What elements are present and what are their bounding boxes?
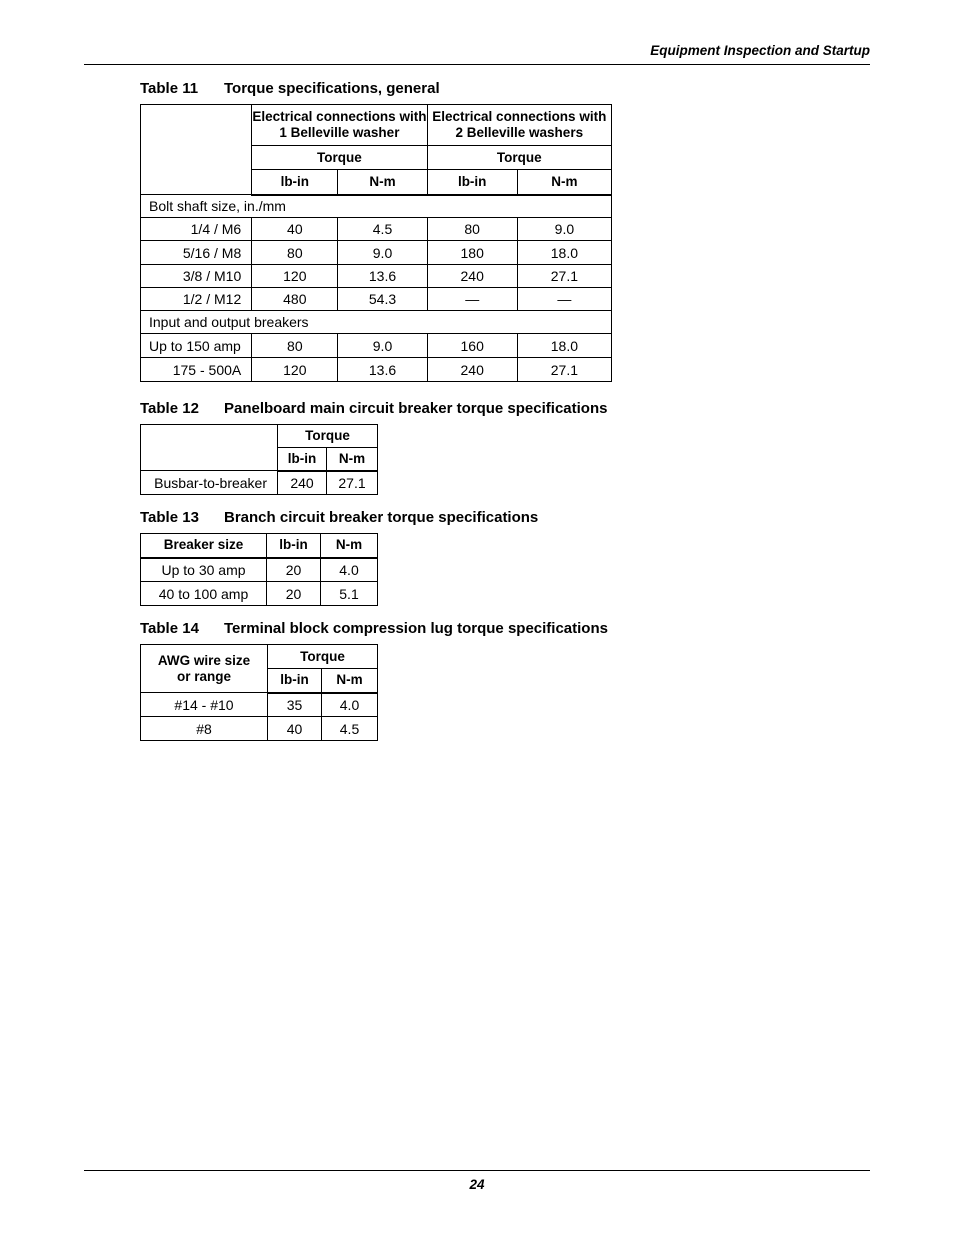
table12-title: Panelboard main circuit breaker torque specifications [224,400,608,417]
table-cell: 9.0 [338,241,427,265]
table14-title: Terminal block compression lug torque specifications [224,620,608,637]
table13-lbin-header: lb-in [267,534,321,558]
table-cell: #8 [141,717,268,741]
table11-group1-header: Electrical connections with 1 Belleville washer [252,105,427,146]
table14-torque-header: Torque [268,645,378,669]
header-rule [84,64,870,65]
table12-corner-cell [141,425,278,471]
table-cell: 13.6 [338,358,427,382]
table11-group2-header: Electrical connections with 2 Belleville washers [427,105,611,146]
table-cell: 1/4 / M6 [141,218,252,241]
table11-number: Table 11 [140,80,199,97]
table12 [140,424,378,495]
table13-number: Table 13 [140,509,199,526]
table-cell: 54.3 [338,288,427,311]
table11-nm-header-2: N-m [517,170,611,195]
table-cell: 480 [252,288,338,311]
table13-breaker-size-header: Breaker size [141,534,267,558]
footer-rule [84,1170,870,1171]
table-cell: 4.0 [322,693,378,717]
table-cell: Up to 150 amp [141,334,252,358]
table-cell: #14 - #10 [141,693,268,717]
table-cell: 120 [252,265,338,288]
table-cell: 180 [427,241,517,265]
table-cell: 9.0 [517,218,611,241]
table13 [140,533,378,606]
table-cell: 240 [278,471,327,495]
table14-caption [140,620,608,637]
table12-torque-header: Torque [278,425,378,448]
table12-nm-header: N-m [327,448,378,471]
table-row [141,558,378,582]
table-row [141,218,612,241]
table-cell: 40 [252,218,338,241]
table-cell: — [427,288,517,311]
table-cell: 27.1 [517,265,611,288]
table13-caption [140,509,538,526]
table-cell: 80 [427,218,517,241]
table-cell: 20 [267,558,321,582]
table-row [141,334,612,358]
table13-title: Branch circuit breaker torque specifications [224,509,539,526]
table14-number: Table 14 [140,620,199,637]
page-number: 24 [469,1177,485,1192]
table11-torque-header-2: Torque [427,146,611,170]
table-row [141,582,378,606]
table-cell: 4.5 [338,218,427,241]
table11-torque-header-1: Torque [252,146,427,170]
table-cell: 1/2 / M12 [141,288,252,311]
table11-nm-header-1: N-m [338,170,427,195]
table11-caption [140,80,440,97]
table14-lbin-header: lb-in [268,669,322,693]
table14-awg-header: AWG wire size or range [141,645,268,693]
table-row [141,471,378,495]
table-cell: 27.1 [517,358,611,382]
table-row [141,241,612,265]
table-cell: 80 [252,241,338,265]
table-cell: 175 - 500A [141,358,252,382]
table-cell: 3/8 / M10 [141,265,252,288]
table11-lbin-header-2: lb-in [427,170,517,195]
table-cell: 160 [427,334,517,358]
table-cell: 35 [268,693,322,717]
table-cell: 120 [252,358,338,382]
table14 [140,644,378,741]
table12-caption [140,400,607,417]
table-cell: Busbar-to-breaker [141,471,278,495]
table-cell: 20 [267,582,321,606]
table-cell: 240 [427,358,517,382]
table-row [141,265,612,288]
table-row [141,693,378,717]
table-cell: 4.5 [322,717,378,741]
table12-lbin-header: lb-in [278,448,327,471]
table-cell: — [517,288,611,311]
table-cell: 40 to 100 amp [141,582,267,606]
table11-section-breakers: Input and output breakers [141,311,612,334]
table11 [140,104,612,382]
table-row [141,288,612,311]
table-cell: Up to 30 amp [141,558,267,582]
table-cell: 13.6 [338,265,427,288]
table-row [141,717,378,741]
table11-corner-cell [141,105,252,195]
table-cell: 5.1 [321,582,378,606]
table13-nm-header: N-m [321,534,378,558]
table-cell: 5/16 / M8 [141,241,252,265]
table-cell: 27.1 [327,471,378,495]
table-cell: 9.0 [338,334,427,358]
table11-section-bolt: Bolt shaft size, in./mm [141,195,612,218]
table-cell: 240 [427,265,517,288]
table-cell: 4.0 [321,558,378,582]
running-header-title: Equipment Inspection and Startup [650,43,870,58]
table-cell: 80 [252,334,338,358]
table12-number: Table 12 [140,400,199,417]
table11-title: Torque specifications, general [224,80,440,97]
table-cell: 18.0 [517,241,611,265]
table-cell: 40 [268,717,322,741]
table14-nm-header: N-m [322,669,378,693]
table11-lbin-header-1: lb-in [252,170,338,195]
table-row [141,358,612,382]
table-cell: 18.0 [517,334,611,358]
